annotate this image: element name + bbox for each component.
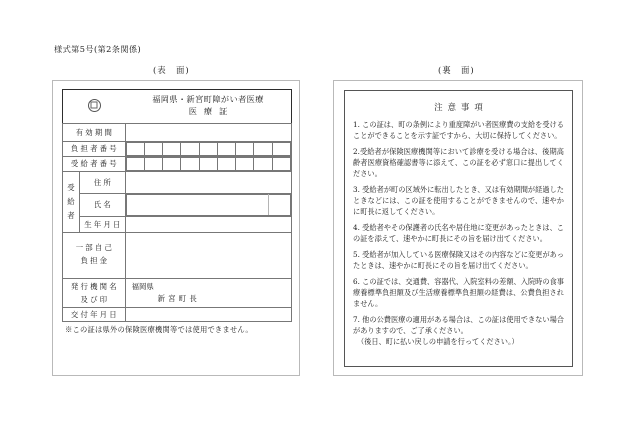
recipient-digit[interactable]: [217, 157, 235, 170]
back-side-caption: (裏 面): [438, 65, 475, 75]
notice-item: 2.受給者が保険医療機関等において診療を受ける場合は、後期高齢者医療資格確認書等に添えて、この証を必ず窓口に提出してください。: [353, 147, 564, 178]
recipient-group-char-2: 給: [67, 196, 75, 206]
issuer-mayor: 新宮町長: [157, 294, 200, 303]
payer-digit[interactable]: [254, 142, 272, 155]
recipient-group-char-3: 者: [67, 210, 75, 220]
payer-digit[interactable]: [144, 142, 162, 155]
address-label: 住所: [80, 171, 126, 193]
front-side-frame: [52, 80, 300, 376]
notice-item: 6. この証では、交通費、容器代、入院室料の差額、入院時の食事療養標準負担額及び生活療養標準負担額の経費は、公費負担されません。: [353, 277, 564, 309]
payer-digit[interactable]: [217, 142, 235, 155]
payer-digit[interactable]: [199, 142, 217, 155]
name-value[interactable]: [125, 193, 291, 216]
issuer-label-line1: 発行機関名: [70, 281, 119, 291]
issuer-label-line2: 及び印: [80, 295, 110, 304]
row-name: [63, 193, 292, 216]
payer-number-grid[interactable]: [126, 142, 291, 156]
recipient-digit[interactable]: [254, 157, 272, 170]
birthdate-label: 生年月日: [80, 216, 126, 232]
payer-digit[interactable]: [126, 142, 144, 155]
medical-certificate-card: [62, 89, 292, 322]
valid-period-label: 有効期間: [63, 123, 126, 141]
recipient-number-grid[interactable]: [126, 157, 291, 171]
name-furigana-field[interactable]: [269, 194, 291, 215]
card-header-row: [63, 90, 292, 124]
card-title-line1: 福岡県・新宮町障がい者医療: [152, 94, 264, 104]
official-seal-icon: [88, 99, 101, 112]
card-title-line2: 医療証: [188, 105, 235, 116]
row-copayment: [63, 232, 292, 278]
front-side-caption: (表 面): [153, 65, 190, 75]
recipient-grid-spacer: [272, 157, 290, 170]
copayment-value[interactable]: [125, 232, 291, 278]
name-label: 氏名: [80, 193, 126, 216]
copayment-label-line2: 負担金: [80, 256, 110, 266]
recipient-digit[interactable]: [126, 157, 144, 170]
notice-item: 3. 受給者が町の区域外に転出したとき、又は有効期間が経過したときなどには、この証を使用することができませんので、速やかに町長に返してください。: [353, 185, 564, 216]
notice-item: 7. 他の公費医療の適用がある場合は、この証は使用できない場合がありますので、ご了承ください。: [353, 315, 564, 336]
back-side-frame: [333, 80, 583, 376]
address-value[interactable]: [125, 171, 291, 193]
recipient-digit[interactable]: [236, 157, 254, 170]
payer-digit[interactable]: [181, 142, 199, 155]
recipient-digit[interactable]: [144, 157, 162, 170]
row-valid-period: [63, 123, 292, 141]
front-footnote: ※この証は県外の保険医療機関等では使用できません。: [65, 325, 253, 334]
name-field[interactable]: [126, 194, 268, 215]
name-value-grid[interactable]: [126, 194, 291, 216]
birthdate-value[interactable]: [125, 216, 291, 232]
notice-item: 4. 受給者やその保護者の氏名や居住地に変更があったときは、この証を添えて、速やかに町長にその旨を届け出てください。: [353, 223, 564, 243]
valid-period-value[interactable]: [125, 123, 291, 141]
seal-cell: [63, 90, 126, 124]
issue-date-value[interactable]: [125, 308, 291, 322]
recipient-group-char-1: 受: [67, 182, 75, 192]
copayment-label: [63, 232, 126, 278]
form-number-caption: 様式第5号(第2条関係): [54, 44, 142, 54]
issue-date-label: 交付年月日: [63, 308, 126, 322]
row-recipient-number: [63, 156, 292, 171]
recipient-number-label: 受給者番号: [63, 156, 126, 171]
recipient-number-value[interactable]: [125, 156, 291, 171]
notice-panel: [344, 90, 573, 367]
payer-grid-spacer: [272, 142, 290, 155]
row-birthdate: [63, 216, 292, 232]
payer-digit[interactable]: [163, 142, 181, 155]
row-issuer: [63, 278, 292, 307]
notice-item: 5. 受給者が加入している医療保険又はその内容などに変更があったときは、速やかに町長にその旨を届け出てください。: [353, 250, 564, 271]
row-address: [63, 171, 292, 193]
card-title-cell: [125, 90, 291, 124]
payer-number-label: 負担者番号: [63, 141, 126, 156]
recipient-group-label: [63, 171, 80, 232]
notice-title: 注意事項: [434, 102, 488, 112]
issuer-value: [125, 278, 291, 307]
payer-number-value[interactable]: [125, 141, 291, 156]
issuer-label: [63, 278, 126, 307]
recipient-digit[interactable]: [163, 157, 181, 170]
copayment-label-line1: 一部自己: [75, 243, 115, 253]
payer-digit[interactable]: [236, 142, 254, 155]
recipient-digit[interactable]: [181, 157, 199, 170]
row-payer-number: [63, 141, 292, 156]
row-issue-date: [63, 308, 292, 322]
issuer-prefecture: 福岡県: [131, 281, 154, 291]
notice-tail-note: （後日、町に払い戻しの申請を行ってください。）: [357, 337, 519, 347]
notice-item: 1. この証は、町の条例により重度障がい者医療費の支給を受けることができることを示す証ですから、大切に保持してください。: [353, 120, 564, 140]
recipient-digit[interactable]: [199, 157, 217, 170]
